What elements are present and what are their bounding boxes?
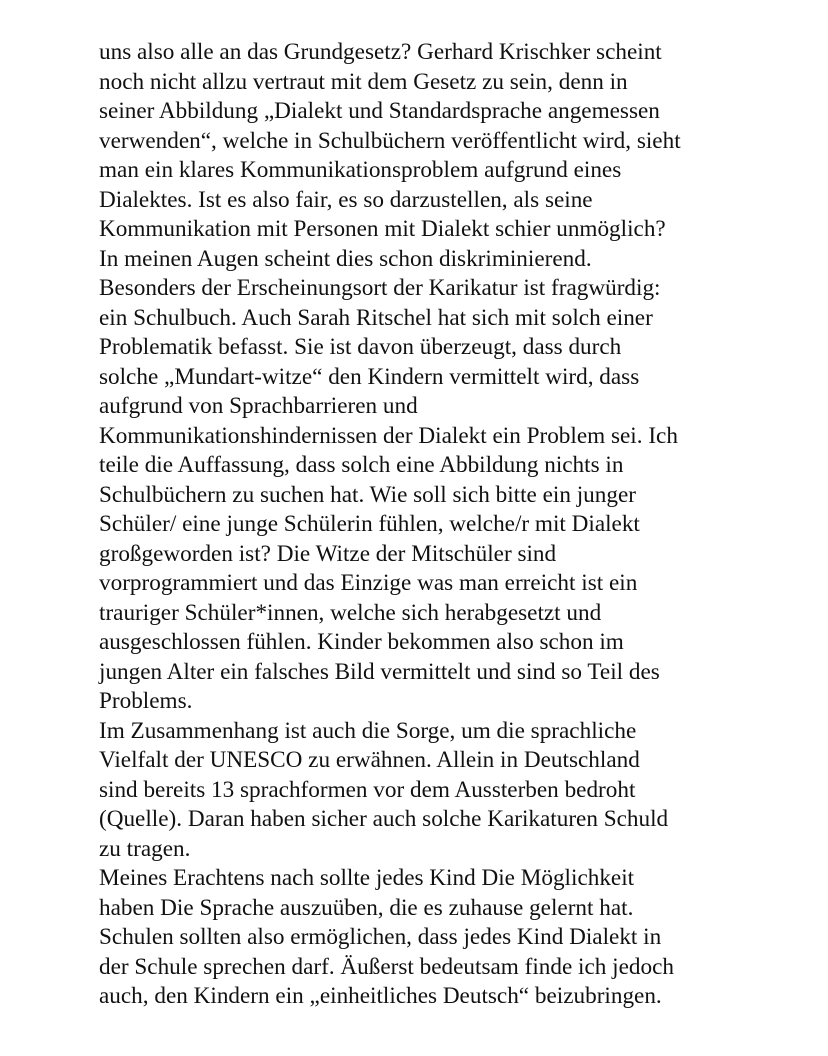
text-line: Problems. [99, 688, 193, 714]
text-line: ein Schulbuch. Auch Sarah Ritschel hat sich mit solch einer [99, 304, 653, 331]
text-line: seiner Abbildung „Dialekt und Standardsprache angemessen [99, 98, 660, 124]
text-line: aufgrund von Sprachbarrieren und [99, 393, 418, 419]
text-line: jungen Alter ein falsches Bild vermittelt und sind so Teil des [99, 658, 660, 685]
text-line: Dialektes. Ist es also fair, es so darzustellen, als seine [99, 186, 593, 213]
text-line: Schüler/ eine junge Schülerin fühlen, welche/r mit Dialekt [99, 511, 640, 537]
text-line: man ein klares Kommunikationsproblem aufgrund eines [99, 157, 622, 183]
text-line: solche „Mundart-witze“ den Kindern vermittelt wird, dass [99, 363, 640, 390]
text-line: verwenden“, welche in Schulbüchern veröffentlicht wird, sieht [99, 127, 681, 154]
text-line: der Schule sprechen darf. Äußerst bedeutsam finde ich jedoch [99, 953, 674, 980]
text-line: (Quelle). Daran haben sicher auch solche Karikaturen Schuld [99, 806, 669, 832]
text-line: vorprogrammiert und das Einzige was man erreicht ist ein [99, 570, 638, 596]
text-line: noch nicht allzu vertraut mit dem Gesetz zu sein, denn in [99, 68, 628, 95]
text-line: Schulen sollten also ermöglichen, dass jedes Kind Dialekt in [99, 924, 662, 950]
text-line: zu tragen. [99, 835, 191, 862]
text-line: uns also alle an das Grundgesetz? Gerhard Krischker scheint [99, 39, 662, 65]
text-line: Im Zusammenhang ist auch die Sorge, um die sprachliche [99, 717, 637, 744]
text-line: Besonders der Erscheinungsort der Karikatur ist fragwürdig: [99, 275, 661, 301]
text-line: Vielfalt der UNESCO zu erwähnen. Allein in Deutschland [99, 747, 640, 773]
text-line: sind bereits 13 sprachformen vor dem Aussterben bedroht [99, 776, 636, 803]
text-line: trauriger Schüler*innen, welche sich herabgesetzt und [99, 599, 602, 626]
text-line: Kommunikation mit Personen mit Dialekt schier unmöglich? [99, 216, 666, 242]
document-page [99, 38, 819, 1012]
text-line: Schulbüchern zu suchen hat. Wie soll sich bitte ein junger [99, 481, 636, 508]
text-line: Kommunikationshindernissen der Dialekt ein Problem sei. Ich [99, 422, 678, 449]
text-line: auch, den Kindern ein „einheitliches Deutsch“ beizubringen. [99, 983, 662, 1009]
text-line: haben Die Sprache auszuüben, die es zuhause gelernt hat. [99, 894, 634, 921]
text-line: In meinen Augen scheint dies schon diskriminierend. [99, 245, 592, 272]
text-line: Problematik befasst. Sie ist davon überzeugt, dass durch [99, 334, 622, 360]
text-line: großgeworden ist? Die Witze der Mitschüler sind [99, 540, 557, 567]
text-line: teile die Auffassung, dass solch eine Abbildung nichts in [99, 452, 624, 478]
text-line: ausgeschlossen fühlen. Kinder bekommen also schon im [99, 629, 624, 655]
text-line: Meines Erachtens nach sollte jedes Kind Die Möglichkeit [99, 865, 635, 891]
